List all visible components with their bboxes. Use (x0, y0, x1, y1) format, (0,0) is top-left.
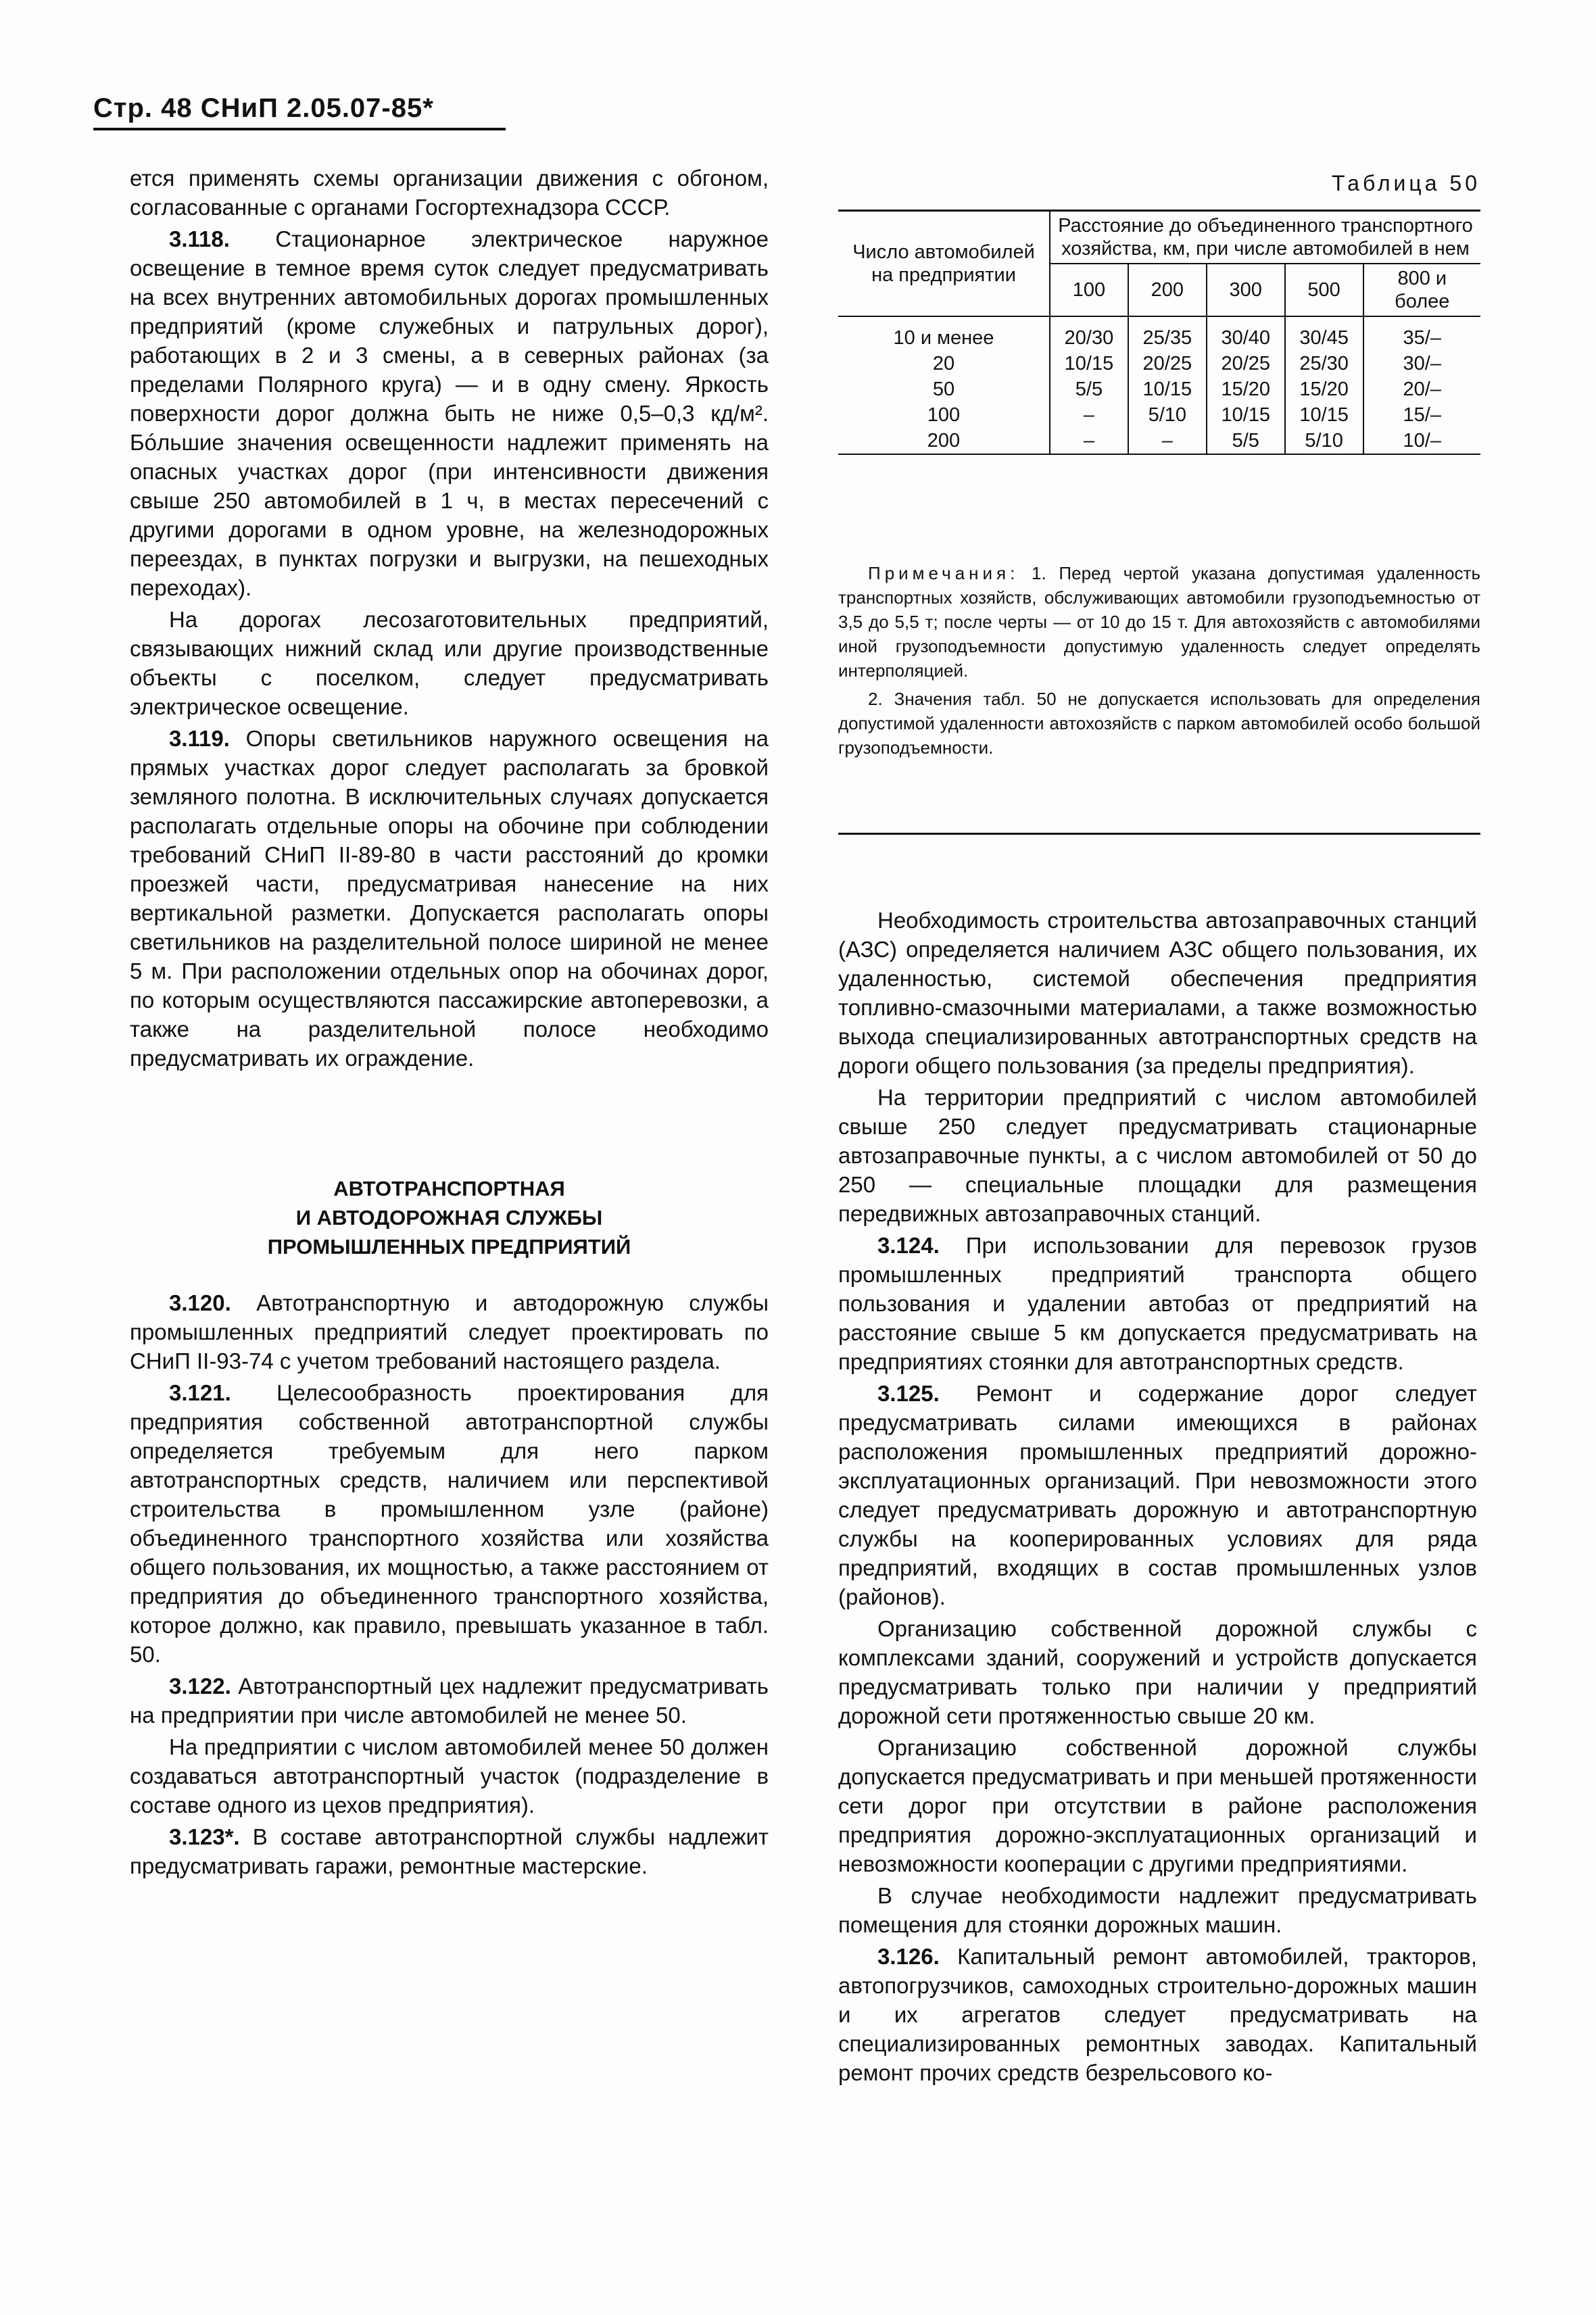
table-cell: 35/– (1363, 316, 1480, 351)
section-title (130, 1174, 769, 1261)
table-column-header: 300 (1207, 264, 1285, 316)
table-cell: 30/– (1363, 351, 1480, 376)
table-cell: 10/15 (1207, 402, 1285, 428)
page-header: Стр. 48 СНиП 2.05.07-85* (93, 93, 506, 130)
table-cell: 30/40 (1207, 316, 1285, 351)
note-1 (838, 561, 1480, 683)
table-cell: 10/15 (1285, 402, 1363, 428)
table-caption: Таблица 50 (1332, 171, 1480, 195)
right-column (838, 906, 1477, 2090)
table-cell: 10/15 (1128, 376, 1207, 402)
notes-label: Примечания: (868, 563, 1019, 583)
table-row (838, 402, 1480, 428)
table-cell: 5/10 (1285, 428, 1363, 454)
row-label: 200 (838, 428, 1050, 454)
table-cell: 30/45 (1285, 316, 1363, 351)
table-50 (838, 210, 1480, 455)
table-cell: 15/– (1363, 402, 1480, 428)
paragraph-text: В составе автотранспортной службы надлежит предусматривать гаражи, ремонтные мастерские. (130, 1824, 769, 1878)
clause-number: 3.120. (169, 1290, 231, 1315)
paragraph-3-120 (130, 1288, 769, 1375)
table-cell: 5/10 (1128, 402, 1207, 428)
paragraph-3-121 (130, 1378, 769, 1669)
table-cell: 20/25 (1207, 351, 1285, 376)
clause-number: 3.118. (169, 226, 230, 251)
table-cell: 10/– (1363, 428, 1480, 454)
table-cell: 20/30 (1050, 316, 1128, 351)
section-title-line: ПРОМЫШЛЕННЫХ ПРЕДПРИЯТИЙ (267, 1235, 631, 1259)
paragraph-3-125 (838, 1379, 1477, 1611)
paragraph-3-126 (838, 1942, 1477, 2087)
table-notes (838, 561, 1480, 764)
paragraph: На территории предприятий с числом автомобилей свыше 250 следует предусматривать стационарные автозаправочные пункты, а с числом автомобилей от 50 до 250 — специальные площадки для размещения передвижных автозаправочных станций. (838, 1085, 1477, 1226)
paragraph-text: При использовании для перевозок грузов промышленных предприятий транспорта общего пользования и удалении автобаз от предприятий на расстояние свыше 5 км допускается предусматривать на предприятиях стоянки для автотранспортных средств. (838, 1233, 1477, 1374)
row-label: 50 (932, 379, 955, 400)
paragraph: Необходимость строительства автозаправочных станций (АЗС) определяется наличием АЗС общего пользования, их удаленностью, системой обеспечения предприятия топливно-смазочными материалами, а также возможностью выхода специализированных автотранспортных средств на дороги общего пользования (за пределы предприятия). (838, 908, 1477, 1078)
table-column-header: 200 (1128, 264, 1207, 316)
table-row (838, 428, 1480, 454)
table-cell: 20/25 (1128, 351, 1207, 376)
row-label: 20 (932, 353, 955, 374)
paragraph-text: Автотранспортный цех надлежит предусматривать на предприятии при числе автомобилей не менее 50. (130, 1674, 769, 1728)
clause-number: 3.122. (169, 1674, 231, 1699)
paragraph-3-119 (130, 724, 769, 1073)
paragraph-3-123 (130, 1822, 769, 1880)
paragraph: На предприятии с числом автомобилей менее 50 должен создаваться автотранспортный участок (подразделение в составе одного из цехов предприятия). (130, 1734, 769, 1818)
table-cell: – (1050, 402, 1128, 428)
paragraph-3-122 (130, 1672, 769, 1730)
note-text: 1. Перед чертой указана допустимая удаленность транспортных хозяйств, обслуживающих автомобили грузоподъемностью от 3,5 до 5,5 т; после черты — от 10 до 15 т. Для автохозяйств с автомобилями иной грузоподъемности допустимую удаленность следует определять интерполяцией. (838, 563, 1480, 681)
paragraph-text: Стационарное электрическое наружное освещение в темное время суток следует предусматривать на всех внутренних автомобильных дорогах промышленных предприятий (кроме служебных и патрульных дорог), работающих в 2 и 3 смены, а в северных районах (за пределами Полярного круга) — и в одну смену. Яркость поверхности дорог должна быть не ниже 0,5–0,3 кд/м². Бóльшие значения освещенности надлежит применять на опасных участках дорог (при интенсивности движения свыше 250 автомобилей в 1 ч, в местах пересечений с другими дорогами в одном уровне, на железнодорожных переездах, в пунктах погрузки и выгрузки, на пешеходных переходах). (130, 226, 769, 600)
paragraph-3-118 (130, 224, 769, 602)
table-cell: 15/20 (1207, 376, 1285, 402)
table-row (838, 351, 1480, 376)
table-cell: 25/30 (1285, 351, 1363, 376)
paragraph: Организацию собственной дорожной службы с комплексами зданий, сооружений и устройств допускается предусматривать только при наличии у предприятий дорожной сети протяженностью свыше 20 км. (838, 1616, 1477, 1728)
table-cell: 10/15 (1050, 351, 1128, 376)
table-row (838, 376, 1480, 402)
table-cell: 20/– (1363, 376, 1480, 402)
paragraph-text: Ремонт и содержание дорог следует предусматривать силами имеющихся в районах расположения промышленных предприятий дорожно-эксплуатационных организаций. При невозможности этого следует предусматривать дорожную и автотранспортную службы на кооперированных условиях для ряда предприятий, входящих в состав промышленных узлов (районов). (838, 1381, 1477, 1609)
paragraph-3-124 (838, 1231, 1477, 1376)
clause-number: 3.121. (169, 1380, 231, 1405)
clause-number: 3.125. (877, 1381, 940, 1406)
section-title-line: АВТОТРАНСПОРТНАЯ (333, 1177, 565, 1200)
clause-number: 3.119. (169, 726, 230, 751)
table-cell: 25/35 (1128, 316, 1207, 351)
table-column-header: 100 (1050, 264, 1128, 316)
paragraph: Организацию собственной дорожной службы допускается предусматривать и при меньшей протяженности сети дорог при отсутствии в районе расположения предприятия дорожно-эксплуатационных организаций и невозможности кооперации с другими предприятиями. (838, 1735, 1477, 1876)
section-title-line: И АВТОДОРОЖНАЯ СЛУЖБЫ (295, 1206, 603, 1229)
divider (838, 833, 1480, 835)
table-cell: – (1050, 428, 1128, 454)
clause-number: 3.124. (877, 1233, 940, 1258)
table-column-header: 800 и более (1363, 264, 1480, 316)
table-head-right: Расстояние до объединенного транспортного хозяйства, км, при числе автомобилей в нем (1050, 211, 1480, 264)
paragraph-text: Автотранспортную и автодорожную службы промышленных предприятий следует проектировать по СНиП II-93-74 с учетом требований настоящего раздела. (130, 1290, 769, 1373)
table-cell: 15/20 (1285, 376, 1363, 402)
table-cell: – (1128, 428, 1207, 454)
paragraph-text: Капитальный ремонт автомобилей, тракторов, автопогрузчиков, самоходных строительно-дорожных машин и их агрегатов следует предусматривать на специализированных ремонтных заводах. Капитальный ремонт прочих средств безрельсового ко- (838, 1944, 1477, 2085)
left-column (130, 164, 769, 1883)
paragraph: На дорогах лесозаготовительных предприятий, связывающих нижний склад или другие производственные объекты с поселком, следует предусматривать электрическое освещение. (130, 607, 769, 719)
row-label: 10 и менее (893, 327, 994, 349)
clause-number: 3.126. (877, 1944, 940, 1969)
paragraph: В случае необходимости надлежит предусматривать помещения для стоянки дорожных машин. (838, 1883, 1477, 1937)
table-head-left: Число автомобилей на предприятии (838, 211, 1050, 317)
table-column-header: 500 (1285, 264, 1363, 316)
clause-number: 3.123*. (169, 1824, 240, 1849)
row-label: 100 (927, 404, 961, 426)
note-2: 2. Значения табл. 50 не допускается использовать для определения допустимой удаленности автохозяйств с парком автомобилей особо большой грузоподъемности. (838, 689, 1480, 758)
table-row (838, 316, 1480, 351)
paragraph: ется применять схемы организации движения с обгоном, согласованные с органами Госгортехнадзора СССР. (130, 166, 769, 220)
table-cell: 5/5 (1050, 376, 1128, 402)
table-cell: 5/5 (1207, 428, 1285, 454)
paragraph-text: Целесообразность проектирования для предприятия собственной автотранспортной службы определяется требуемым для него парком автотранспортных средств, наличием или перспективой строительства в промышленном узле (районе) объединенного транспортного хозяйства или хозяйства общего пользования, их мощностью, а также расстоянием от предприятия до объединенного транспортного хозяйства, которое должно, как правило, превышать указанное в табл. 50. (130, 1380, 769, 1667)
paragraph-text: Опоры светильников наружного освещения на прямых участках дорог следует располагать за бровкой земляного полотна. В исключительных случаях допускается располагать отдельные опоры на обочине при соблюдении требований СНиП II-89-80 в части расстояний до кромки проезжей части, предусматривая нанесение на них вертикальной разметки. Допускается располагать опоры светильников на разделительной полосе шириной не менее 5 м. При расположении отдельных опор на обочинах дорог, по которым осуществляются пассажирские автоперевозки, а также на разделительной полосе необходимо предусматривать их ограждение. (130, 726, 769, 1071)
